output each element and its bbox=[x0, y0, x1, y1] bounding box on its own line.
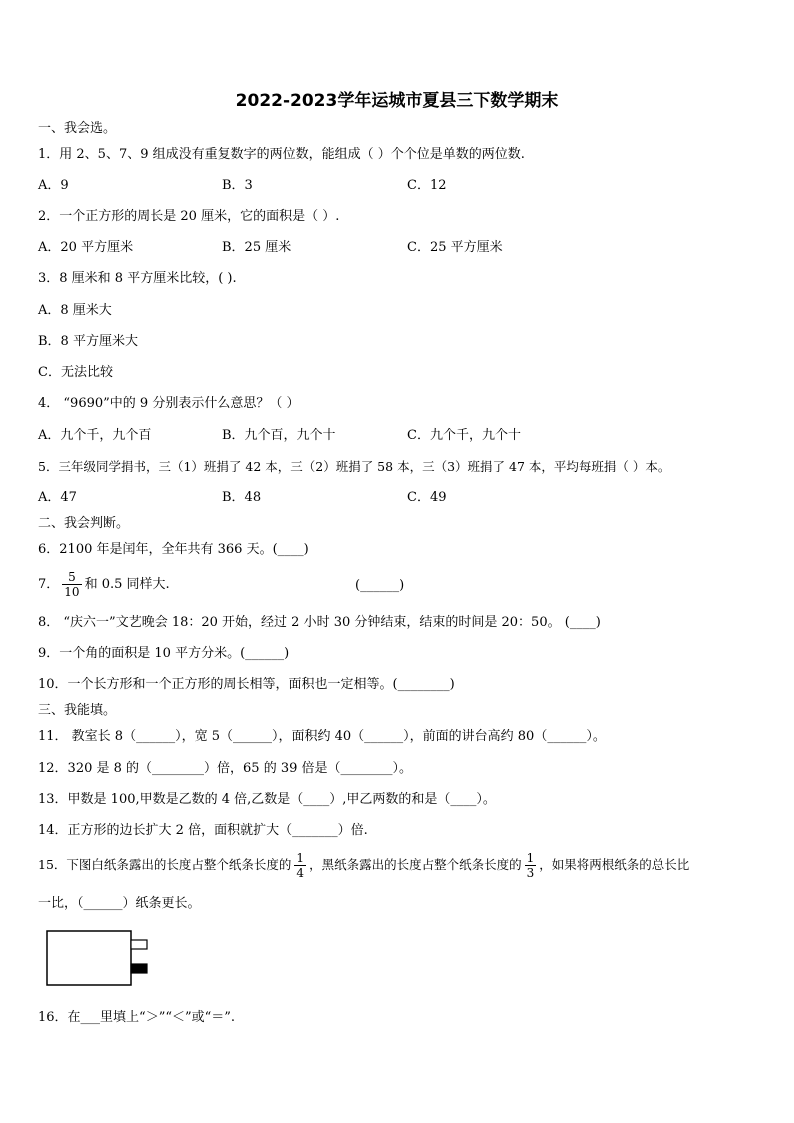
q15-fraction-white bbox=[294, 851, 306, 880]
q7-fraction bbox=[62, 570, 81, 599]
black-strip bbox=[131, 964, 147, 973]
q15-fraction-white-numerator: 1 bbox=[296, 851, 305, 865]
q1-option-b: B．3 bbox=[222, 178, 253, 193]
question-5: 5．三年级同学捐书，三（1）班捐了 42 本，三（2）班捐了 58 本，三（3）班捐了 47 本，平均每班捐（ ）本。 bbox=[38, 459, 671, 474]
question-9: 9．一个角的面积是 10 平方分米。(______) bbox=[38, 646, 290, 661]
q5-option-b: B．48 bbox=[222, 490, 262, 505]
question-11: 11． 教室长 8（______），宽 5（______），面积约 40（______），前面的讲台高约 80（______）。 bbox=[38, 729, 606, 744]
q15-text-1: 15．下图白纸条露出的长度占整个纸条长度的 bbox=[38, 857, 292, 872]
question-3: 3．8 厘米和 8 平方厘米比较，( ). bbox=[38, 271, 237, 286]
q15-fraction-black-numerator: 1 bbox=[526, 851, 535, 865]
q5-option-c: C．49 bbox=[407, 490, 447, 505]
q2-option-c: C．25 平方厘米 bbox=[407, 240, 503, 255]
white-strip bbox=[131, 940, 147, 949]
q15-fraction-white-denominator: 4 bbox=[296, 866, 305, 880]
q15-fraction-black-denominator: 3 bbox=[526, 866, 535, 880]
question-7 bbox=[38, 566, 170, 604]
q15-text-3: ，如果将两根纸条的总长比 bbox=[539, 857, 690, 872]
q4-option-c: C．九个千，九个十 bbox=[407, 428, 521, 443]
question-6: 6．2100 年是闰年，全年共有 366 天。(____) bbox=[38, 542, 309, 557]
q7-numerator: 5 bbox=[62, 570, 81, 585]
question-14: 14．正方形的边长扩大 2 倍，面积就扩大（_______）倍. bbox=[38, 823, 368, 838]
envelope-box bbox=[47, 931, 131, 985]
q5-option-a: A．47 bbox=[38, 490, 77, 505]
question-15-line-2: 一比，（______）纸条更长。 bbox=[38, 896, 201, 911]
q3-option-c: C．无法比较 bbox=[38, 365, 113, 380]
question-12: 12．320 是 8 的（________）倍，65 的 39 倍是（________）。 bbox=[38, 761, 413, 776]
q3-option-a: A．8 厘米大 bbox=[38, 303, 112, 318]
question-13: 13．甲数是 100,甲数是乙数的 4 倍,乙数是（____）,甲乙两数的和是（____）。 bbox=[38, 792, 496, 807]
q2-option-a: A．20 平方厘米 bbox=[38, 240, 134, 255]
q4-option-a: A．九个千，九个百 bbox=[38, 428, 152, 443]
page-title: 2022-2023学年运城市夏县三下数学期末 bbox=[235, 91, 559, 111]
q4-option-b: B．九个百，九个十 bbox=[222, 428, 336, 443]
q7-prefix: 7． bbox=[38, 577, 60, 592]
question-8: 8． “庆六一”文艺晚会 18：20 开始，经过 2 小时 30 分钟结束，结束的时间是 20：50。 (____) bbox=[38, 615, 601, 630]
section-heading-judge: 二、我会判断。 bbox=[38, 516, 130, 531]
question-15 bbox=[38, 845, 689, 885]
question-10: 10．一个长方形和一个正方形的周长相等，面积也一定相等。(________) bbox=[38, 677, 455, 692]
q2-option-b: B．25 厘米 bbox=[222, 240, 292, 255]
q1-option-a: A．9 bbox=[38, 178, 69, 193]
paper-strips-diagram bbox=[46, 930, 156, 986]
q1-option-c: C．12 bbox=[407, 178, 447, 193]
q7-answer-blank: (______) bbox=[355, 578, 405, 593]
question-2: 2．一个正方形的周长是 20 厘米，它的面积是（ ）. bbox=[38, 209, 340, 224]
question-16: 16．在___里填上“＞”“＜”或“＝”. bbox=[38, 1010, 236, 1025]
q15-text-2: ，黑纸条露出的长度占整个纸条长度的 bbox=[309, 857, 522, 872]
q7-denominator: 10 bbox=[64, 585, 80, 599]
question-1: 1．用 2、5、7、9 组成没有重复数字的两位数，能组成（ ）个个位是单数的两位数. bbox=[38, 147, 525, 162]
section-heading-choice: 一、我会选。 bbox=[38, 121, 117, 136]
q7-text: 和 0.5 同样大. bbox=[84, 577, 170, 592]
section-heading-fill: 三、我能填。 bbox=[38, 703, 117, 718]
question-4: 4． “9690”中的 9 分别表示什么意思？（ ） bbox=[38, 396, 300, 411]
q3-option-b: B．8 平方厘米大 bbox=[38, 334, 138, 349]
q15-fraction-black bbox=[525, 851, 537, 880]
